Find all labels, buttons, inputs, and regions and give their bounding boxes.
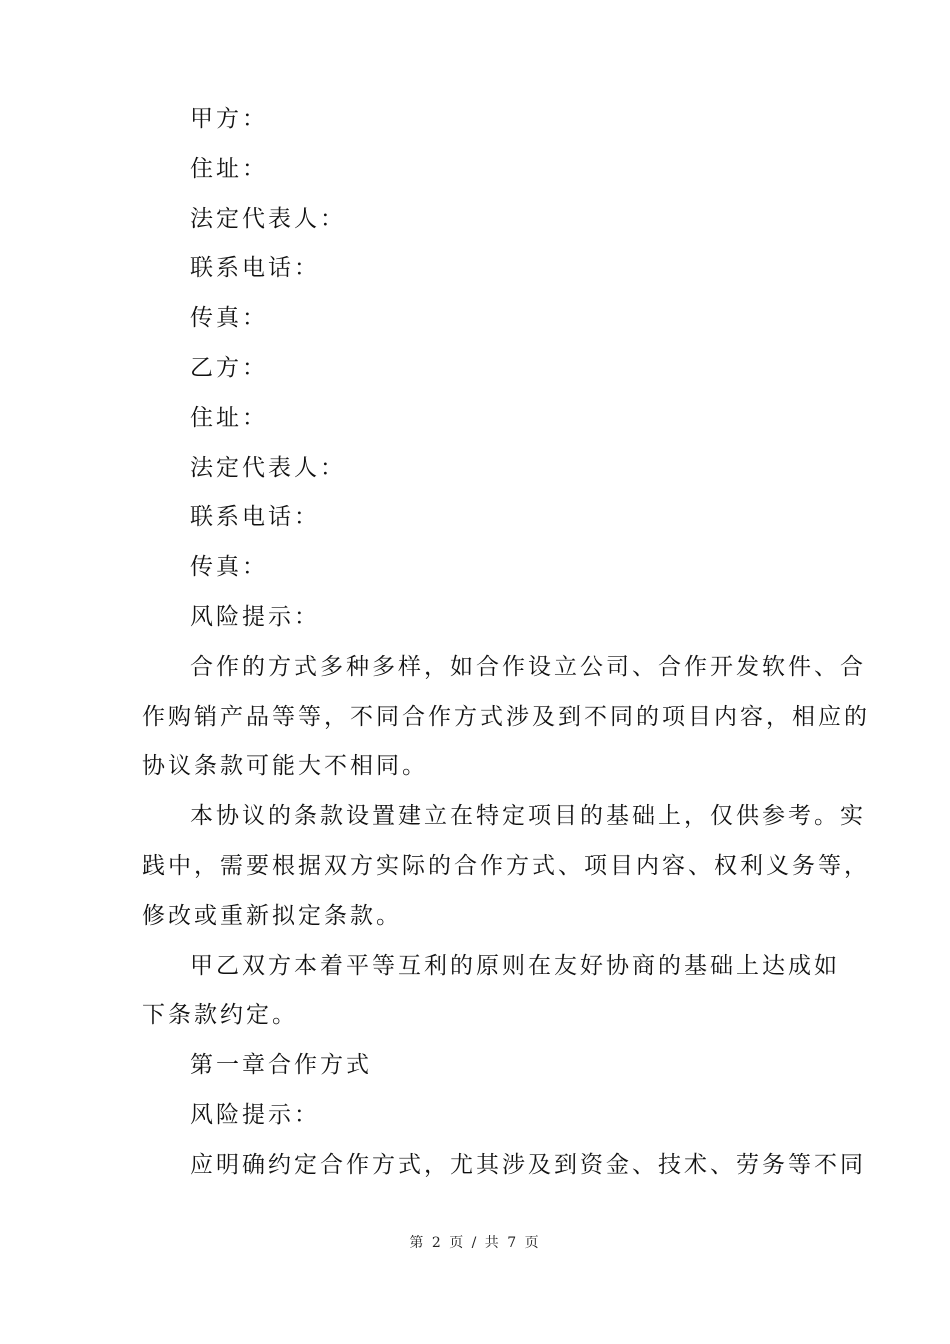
footer-prefix: 第 [409, 1235, 426, 1251]
footer-current-page: 2 [431, 1235, 443, 1251]
document-body [142, 95, 870, 1191]
paragraph-1-line-2: 作购销产品等等，不同合作方式涉及到不同的项目内容，相应的 [142, 703, 870, 730]
party-b-phone: 联系电话： [190, 504, 320, 531]
party-a-label: 甲方： [190, 106, 268, 132]
footer-mid: 页 / 共 [449, 1235, 501, 1251]
paragraph-1-line-1: 合作的方式多种多样，如合作设立公司、合作开发软件、合 [190, 653, 866, 680]
party-b-representative: 法定代表人： [190, 454, 346, 481]
paragraph-1-line-3: 协议条款可能大不相同。 [142, 753, 428, 780]
paragraph-3-line-2: 下条款约定。 [142, 1002, 298, 1029]
footer-total-pages: 7 [507, 1235, 519, 1251]
party-b-label: 乙方： [190, 354, 268, 381]
footer-suffix: 页 [524, 1235, 541, 1251]
paragraph-2-line-2: 践中，需要根据双方实际的合作方式、项目内容、权利义务等， [142, 852, 870, 879]
chapter-risk-label: 风险提示： [190, 1101, 320, 1128]
party-b-address: 住址： [190, 404, 268, 431]
paragraph-2-line-3: 修改或重新拟定条款。 [142, 902, 402, 929]
chapter-title: 第一章合作方式 [190, 1052, 372, 1079]
party-b-fax: 传真： [190, 554, 268, 581]
party-a-fax: 传真： [190, 305, 268, 332]
page-footer [0, 1232, 950, 1252]
party-a-representative: 法定代表人： [190, 205, 346, 232]
paragraph-3-line-1: 甲乙双方本着平等互利的原则在友好协商的基础上达成如 [190, 952, 840, 979]
paragraph-4-line-1: 应明确约定合作方式，尤其涉及到资金、技术、劳务等不同 [190, 1151, 866, 1178]
party-a-address: 住址： [190, 155, 268, 182]
party-a-phone: 联系电话： [190, 255, 320, 282]
paragraph-2-line-1: 本协议的条款设置建立在特定项目的基础上，仅供参考。实 [190, 803, 866, 830]
risk-notice-label: 风险提示： [190, 603, 320, 630]
